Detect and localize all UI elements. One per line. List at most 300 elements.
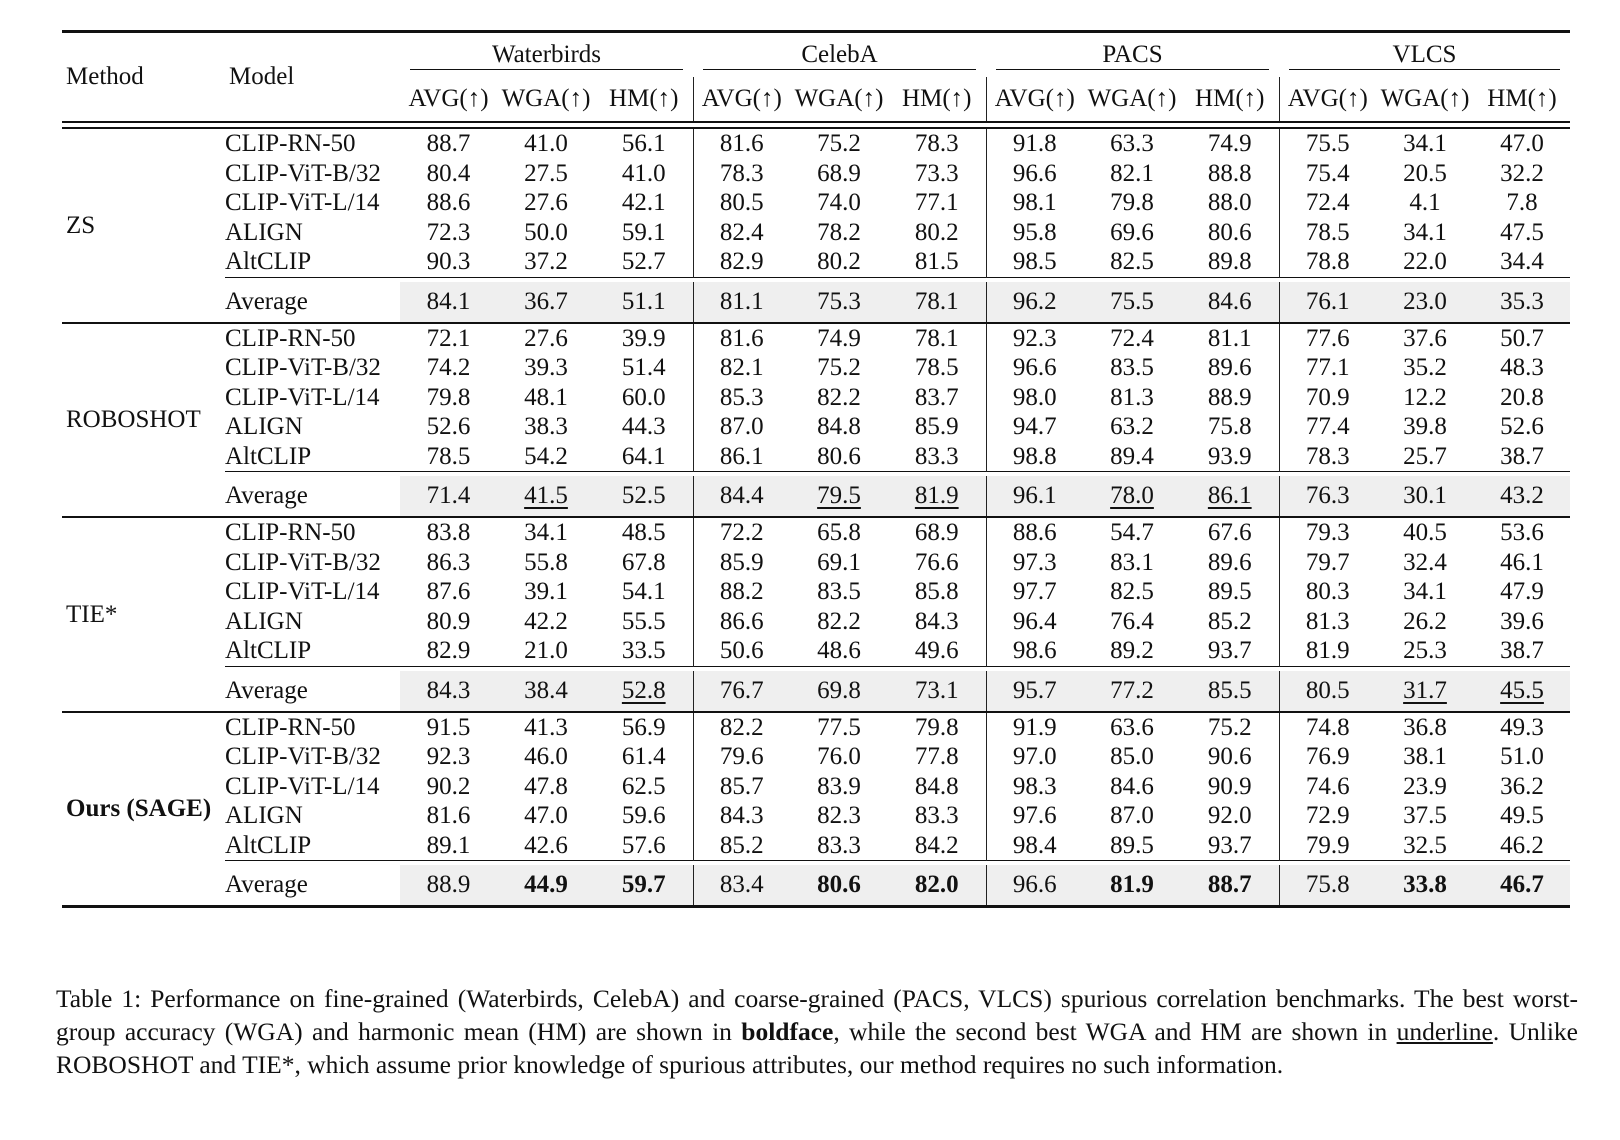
dataset-rule [410, 69, 683, 70]
average-value-text: 81.9 [914, 482, 959, 509]
average-value [693, 282, 790, 323]
value-cell: 76.4 [1110, 607, 1154, 635]
table-row [62, 742, 1570, 772]
metric-header: AVG(↑) [408, 85, 489, 112]
value-cell: 79.3 [1279, 517, 1376, 548]
value-cell: 46.1 [1500, 548, 1544, 576]
value-cell: 88.2 [693, 577, 790, 607]
value-cell: 25.3 [1403, 637, 1447, 665]
results-table [62, 30, 1570, 908]
value-cell: 78.5 [426, 442, 471, 470]
value-cell: 84.2 [914, 831, 959, 859]
value-cell: 50.7 [1500, 324, 1544, 352]
value-cell: 62.5 [621, 772, 666, 800]
value-cell: 82.2 [817, 607, 861, 635]
value-cell: 77.4 [1279, 412, 1376, 442]
value-cell: 92.3 [986, 323, 1083, 354]
average-value-text: 45.5 [1500, 676, 1544, 704]
value-cell: 39.6 [1500, 607, 1544, 635]
average-value [1181, 865, 1279, 907]
average-value [986, 476, 1083, 517]
value-cell: 98.6 [986, 636, 1083, 666]
average-value [1376, 476, 1474, 517]
table-row [62, 383, 1570, 413]
value-cell: 98.1 [986, 188, 1083, 218]
value-cell: 54.7 [1110, 519, 1154, 547]
metric-header: HM(↑) [609, 85, 679, 112]
value-cell: 79.9 [1279, 831, 1376, 861]
average-value-text: 95.7 [1012, 676, 1057, 704]
value-cell: 81.3 [1110, 383, 1154, 411]
average-value-text: 52.8 [621, 676, 666, 704]
value-cell: 85.3 [693, 383, 790, 413]
value-cell: 89.2 [1110, 637, 1154, 665]
dataset-name: VLCS [1392, 40, 1457, 68]
metric-header: WGA(↑) [794, 85, 884, 112]
value-cell: 51.4 [621, 354, 666, 382]
value-cell: 78.5 [914, 354, 959, 382]
average-value-text: 78.1 [914, 287, 959, 315]
model-name: AltCLIP [225, 637, 312, 665]
value-cell: 77.8 [914, 743, 959, 771]
value-cell: 47.8 [524, 772, 568, 800]
value-cell: 70.9 [1279, 383, 1376, 413]
value-cell: 63.6 [1110, 713, 1154, 741]
table-row [62, 247, 1570, 277]
value-cell: 85.2 [693, 831, 790, 861]
average-value-text: 52.5 [621, 482, 666, 509]
average-value-text: 81.1 [719, 287, 764, 315]
value-cell: 76.0 [817, 743, 861, 771]
value-cell: 27.6 [524, 324, 568, 352]
value-cell: 34.4 [1500, 248, 1544, 276]
table-row [62, 353, 1570, 383]
value-cell: 55.5 [621, 607, 666, 635]
dataset-header [1279, 32, 1570, 78]
value-cell: 92.3 [426, 743, 471, 771]
metric-header: WGA(↑) [501, 85, 591, 112]
value-cell: 83.1 [1110, 548, 1154, 576]
value-cell: 49.5 [1500, 802, 1544, 830]
value-cell: 44.3 [621, 413, 666, 441]
value-cell: 64.1 [621, 442, 666, 470]
average-value-text: 84.3 [426, 676, 471, 704]
average-value-text: 73.1 [914, 676, 959, 704]
method-label: TIE* [62, 517, 225, 712]
value-cell: 74.0 [817, 189, 861, 217]
value-cell: 39.3 [524, 354, 568, 382]
value-cell: 81.9 [1279, 636, 1376, 666]
value-cell: 42.2 [524, 607, 568, 635]
value-cell: 82.1 [693, 353, 790, 383]
average-value-text: 76.3 [1305, 482, 1350, 509]
average-value-text: 43.2 [1500, 482, 1544, 509]
average-value [1376, 671, 1474, 712]
value-cell: 81.6 [693, 323, 790, 354]
average-value [1474, 282, 1570, 323]
value-cell: 63.3 [1110, 130, 1154, 158]
value-cell: 80.2 [817, 248, 861, 276]
average-label: Average [225, 282, 400, 323]
dataset-name: CelebA [801, 40, 878, 68]
average-value-text: 75.5 [1110, 287, 1154, 315]
value-cell: 78.3 [1279, 442, 1376, 472]
value-cell: 55.8 [524, 548, 568, 576]
value-cell: 98.5 [986, 247, 1083, 277]
average-value-text: 75.8 [1305, 871, 1350, 898]
value-cell: 96.4 [986, 607, 1083, 637]
value-cell: 34.1 [1403, 578, 1447, 606]
value-cell: 32.4 [1403, 548, 1447, 576]
dataset-header [986, 32, 1279, 78]
model-name: CLIP-RN-50 [225, 713, 356, 741]
average-value-text: 88.9 [426, 871, 471, 898]
average-label: Average [225, 671, 400, 712]
dataset-name: PACS [1102, 40, 1163, 68]
model-name: AltCLIP [225, 442, 312, 470]
average-value [693, 476, 790, 517]
model-name: CLIP-RN-50 [225, 324, 356, 352]
metric-header: WGA(↑) [1087, 85, 1177, 112]
model-name: ALIGN [225, 218, 303, 246]
value-cell: 67.8 [621, 548, 666, 576]
average-value [1083, 671, 1181, 712]
value-cell: 46.0 [524, 743, 568, 771]
value-cell: 84.6 [1110, 772, 1154, 800]
value-cell: 88.6 [426, 189, 471, 217]
value-cell: 81.5 [914, 248, 959, 276]
value-cell: 4.1 [1409, 189, 1441, 217]
average-value [986, 282, 1083, 323]
value-cell: 60.0 [621, 383, 666, 411]
value-cell: 75.2 [1207, 713, 1252, 741]
value-cell: 84.3 [693, 801, 790, 831]
value-cell: 96.6 [986, 353, 1083, 383]
value-cell: 34.1 [524, 519, 568, 547]
average-value [497, 671, 595, 712]
model-name: AltCLIP [225, 831, 312, 859]
value-cell: 93.7 [1207, 831, 1252, 859]
average-value-text: 96.6 [1012, 871, 1057, 898]
value-cell: 93.7 [1207, 637, 1252, 665]
value-cell: 56.9 [621, 713, 666, 741]
average-value [986, 865, 1083, 907]
value-cell: 80.6 [1207, 218, 1252, 246]
value-cell: 91.5 [426, 713, 471, 741]
value-cell: 38.7 [1500, 442, 1544, 470]
value-cell: 51.0 [1500, 743, 1544, 771]
value-cell: 35.2 [1403, 354, 1447, 382]
value-cell: 73.3 [914, 159, 959, 187]
average-value-text: 76.7 [719, 676, 764, 704]
average-value [790, 282, 888, 323]
value-cell: 78.1 [914, 324, 959, 352]
value-cell: 50.6 [693, 636, 790, 666]
value-cell: 75.5 [1279, 129, 1376, 159]
value-cell: 96.6 [986, 159, 1083, 189]
value-cell: 72.4 [1279, 188, 1376, 218]
value-cell: 54.1 [621, 578, 666, 606]
value-cell: 79.8 [914, 713, 959, 741]
method-label: Ours (SAGE) [62, 712, 225, 907]
value-cell: 39.9 [621, 324, 666, 352]
value-cell: 85.0 [1110, 743, 1154, 771]
value-cell: 52.7 [621, 248, 666, 276]
value-cell: 48.6 [817, 637, 861, 665]
metric-header: HM(↑) [1487, 85, 1557, 112]
average-value [1279, 282, 1376, 323]
value-cell: 47.5 [1500, 218, 1544, 246]
average-value [400, 865, 497, 907]
value-cell: 48.1 [524, 383, 568, 411]
value-cell: 87.6 [426, 578, 471, 606]
value-cell: 86.6 [693, 607, 790, 637]
model-name: CLIP-ViT-L/14 [225, 578, 380, 606]
average-row [62, 671, 1570, 712]
average-value [1083, 865, 1181, 907]
value-cell: 42.1 [621, 189, 666, 217]
value-cell: 83.3 [914, 442, 959, 470]
value-cell: 27.5 [524, 159, 568, 187]
value-cell: 98.8 [986, 442, 1083, 472]
value-cell: 72.2 [693, 517, 790, 548]
value-cell: 77.6 [1279, 323, 1376, 354]
value-cell: 74.8 [1279, 712, 1376, 743]
value-cell: 46.2 [1500, 831, 1544, 859]
header-method: Method [66, 63, 144, 90]
value-cell: 79.8 [1110, 189, 1154, 217]
value-cell: 39.8 [1403, 413, 1447, 441]
value-cell: 82.3 [817, 802, 861, 830]
value-cell: 97.7 [986, 577, 1083, 607]
average-value-text: 84.1 [426, 287, 471, 315]
average-value [400, 671, 497, 712]
caption-underline-word: underline [1396, 1017, 1493, 1046]
dataset-rule [996, 69, 1269, 70]
caption-bold-word: boldface [741, 1017, 834, 1046]
value-cell: 47.0 [524, 802, 568, 830]
value-cell: 77.1 [1279, 353, 1376, 383]
value-cell: 80.6 [817, 442, 861, 470]
value-cell: 59.6 [621, 802, 666, 830]
value-cell: 84.3 [914, 607, 959, 635]
table-row [62, 188, 1570, 218]
value-cell: 84.8 [914, 772, 959, 800]
model-name: CLIP-RN-50 [225, 130, 356, 158]
table-row [62, 412, 1570, 442]
value-cell: 84.8 [817, 413, 861, 441]
value-cell: 83.3 [817, 831, 861, 859]
value-cell: 78.8 [1279, 247, 1376, 277]
value-cell: 82.2 [693, 712, 790, 743]
value-cell: 82.5 [1110, 578, 1154, 606]
value-cell: 76.6 [914, 548, 959, 576]
value-cell: 83.5 [817, 578, 861, 606]
value-cell: 68.9 [817, 159, 861, 187]
value-cell: 79.6 [693, 742, 790, 772]
value-cell: 83.7 [914, 383, 959, 411]
value-cell: 52.6 [426, 413, 471, 441]
dataset-rule [703, 69, 976, 70]
value-cell: 7.8 [1506, 189, 1538, 217]
value-cell: 26.2 [1403, 607, 1447, 635]
value-cell: 20.8 [1500, 383, 1544, 411]
value-cell: 52.6 [1500, 413, 1544, 441]
model-name: CLIP-ViT-L/14 [225, 772, 380, 800]
average-value [790, 865, 888, 907]
average-value-text: 80.5 [1305, 676, 1350, 704]
value-cell: 48.3 [1500, 354, 1544, 382]
average-value-text: 71.4 [426, 482, 471, 509]
value-cell: 78.3 [693, 159, 790, 189]
value-cell: 76.9 [1279, 742, 1376, 772]
value-cell: 82.4 [693, 218, 790, 248]
value-cell: 89.4 [1110, 442, 1154, 470]
table-row [62, 772, 1570, 802]
value-cell: 85.7 [693, 772, 790, 802]
value-cell: 75.2 [817, 130, 861, 158]
value-cell: 41.0 [621, 159, 666, 187]
average-value [1474, 865, 1570, 907]
metric-header: WGA(↑) [1380, 85, 1470, 112]
dataset-name: Waterbirds [491, 40, 602, 68]
value-cell: 47.0 [1500, 130, 1544, 158]
table-row [62, 218, 1570, 248]
value-cell: 49.3 [1500, 713, 1544, 741]
value-cell: 81.6 [693, 129, 790, 159]
value-cell: 88.6 [986, 517, 1083, 548]
value-cell: 88.0 [1207, 189, 1252, 217]
average-value-text: 59.7 [621, 871, 666, 898]
value-cell: 37.2 [524, 248, 568, 276]
value-cell: 22.0 [1403, 248, 1447, 276]
value-cell: 21.0 [524, 637, 568, 665]
value-cell: 83.9 [817, 772, 861, 800]
value-cell: 33.5 [621, 637, 666, 665]
value-cell: 78.3 [914, 130, 959, 158]
value-cell: 57.6 [621, 831, 666, 859]
average-value-text: 76.1 [1305, 287, 1350, 315]
value-cell: 74.9 [817, 324, 861, 352]
value-cell: 89.8 [1207, 248, 1252, 276]
table-row [62, 636, 1570, 666]
average-value [790, 476, 888, 517]
average-value-text: 83.4 [719, 871, 764, 898]
value-cell: 89.6 [1207, 354, 1252, 382]
model-name: ALIGN [225, 802, 303, 830]
table-row [62, 548, 1570, 578]
caption-text: , while the second best WGA and HM are shown in [833, 1017, 1397, 1046]
value-cell: 86.3 [426, 548, 471, 576]
value-cell: 82.5 [1110, 248, 1154, 276]
value-cell: 87.0 [693, 412, 790, 442]
value-cell: 92.0 [1207, 802, 1252, 830]
value-cell: 49.6 [914, 637, 959, 665]
metric-header: AVG(↑) [693, 77, 790, 122]
value-cell: 38.1 [1403, 743, 1447, 771]
value-cell: 36.8 [1403, 713, 1447, 741]
value-cell: 81.6 [426, 802, 471, 830]
average-value [1083, 282, 1181, 323]
value-cell: 97.0 [986, 742, 1083, 772]
value-cell: 89.1 [426, 831, 471, 859]
value-cell: 77.1 [914, 189, 959, 217]
value-cell: 41.3 [524, 713, 568, 741]
average-value [790, 671, 888, 712]
model-name: ALIGN [225, 413, 303, 441]
average-value-text: 85.5 [1207, 676, 1252, 704]
average-value [1376, 865, 1474, 907]
model-name: CLIP-RN-50 [225, 519, 356, 547]
value-cell: 82.9 [693, 247, 790, 277]
average-value [693, 671, 790, 712]
average-value [1279, 865, 1376, 907]
value-cell: 56.1 [621, 130, 666, 158]
value-cell: 20.5 [1403, 159, 1447, 187]
average-value-text: 88.7 [1207, 871, 1252, 898]
value-cell: 39.1 [524, 578, 568, 606]
average-value [888, 671, 986, 712]
value-cell: 83.8 [426, 519, 471, 547]
average-value-text: 84.6 [1207, 287, 1252, 315]
value-cell: 85.8 [914, 578, 959, 606]
average-row [62, 476, 1570, 517]
value-cell: 41.0 [524, 130, 568, 158]
average-value-text: 82.0 [914, 871, 959, 898]
dataset-header [400, 32, 693, 78]
value-cell: 54.2 [524, 442, 568, 470]
value-cell: 63.2 [1110, 413, 1154, 441]
table-row [62, 129, 1570, 159]
value-cell: 80.2 [914, 218, 959, 246]
average-value-text: 77.2 [1110, 676, 1154, 704]
value-cell: 69.6 [1110, 218, 1154, 246]
average-value-text: 79.5 [817, 482, 861, 509]
value-cell: 67.6 [1207, 519, 1252, 547]
average-value [1474, 476, 1570, 517]
value-cell: 69.1 [817, 548, 861, 576]
average-value [497, 865, 595, 907]
average-value-text: 78.0 [1110, 482, 1154, 509]
value-cell: 88.9 [1207, 383, 1252, 411]
value-cell: 53.6 [1500, 519, 1544, 547]
average-value-text: 36.7 [524, 287, 568, 315]
average-value [400, 282, 497, 323]
value-cell: 47.9 [1500, 578, 1544, 606]
average-value-text: 41.5 [524, 482, 568, 509]
model-name: CLIP-ViT-B/32 [225, 159, 381, 187]
model-name: CLIP-ViT-B/32 [225, 548, 381, 576]
average-label: Average [225, 865, 400, 907]
value-cell: 40.5 [1403, 519, 1447, 547]
value-cell: 85.9 [693, 548, 790, 578]
value-cell: 65.8 [817, 519, 861, 547]
value-cell: 88.7 [426, 130, 471, 158]
average-value [1181, 282, 1279, 323]
value-cell: 80.3 [1279, 577, 1376, 607]
average-row [62, 282, 1570, 323]
average-value-text: 35.3 [1500, 287, 1544, 315]
average-value-text: 31.7 [1403, 676, 1447, 704]
header-model: Model [229, 63, 295, 90]
table-row [62, 801, 1570, 831]
value-cell: 59.1 [621, 218, 666, 246]
value-cell: 34.1 [1403, 130, 1447, 158]
value-cell: 42.6 [524, 831, 568, 859]
value-cell: 80.4 [426, 159, 471, 187]
average-value [888, 282, 986, 323]
value-cell: 89.6 [1207, 548, 1252, 576]
